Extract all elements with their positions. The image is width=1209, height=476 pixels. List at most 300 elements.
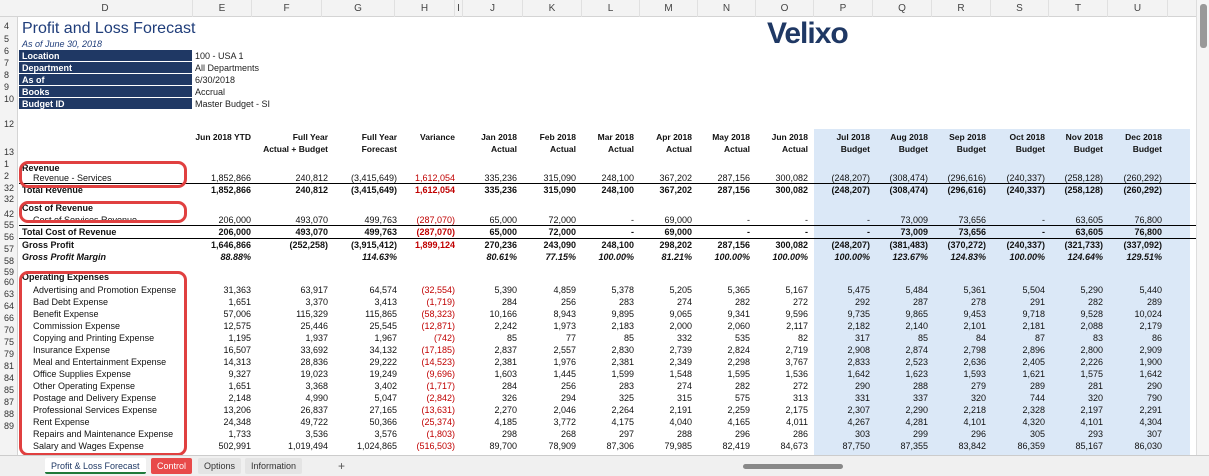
cell-value[interactable]: 82,419	[722, 441, 750, 451]
row-label[interactable]: Total Cost of Revenue	[22, 227, 117, 237]
cell-value[interactable]: 76,800	[1134, 227, 1162, 237]
cell-value[interactable]: 332	[676, 333, 692, 343]
cell-value[interactable]: 2,523	[905, 357, 928, 367]
cell-value[interactable]: 307	[1146, 429, 1162, 439]
cell-value[interactable]: 4,040	[669, 417, 692, 427]
cell-value[interactable]: 2,405	[1022, 357, 1045, 367]
cell-value[interactable]: 13,206	[223, 405, 251, 415]
row-number[interactable]: 88	[4, 409, 15, 419]
row-label[interactable]: Copying and Printing Expense	[33, 333, 155, 343]
cell-value[interactable]: 2,264	[611, 405, 634, 415]
cell-value[interactable]: (13,631)	[421, 405, 455, 415]
cell-value[interactable]: -	[631, 215, 634, 225]
cell-value[interactable]: (12,871)	[421, 321, 455, 331]
cell-value[interactable]: 502,991	[218, 441, 251, 451]
row-label[interactable]: Operating Expenses	[22, 272, 110, 282]
cell-value[interactable]: (3,415,649)	[350, 185, 397, 195]
cell-value[interactable]: 2,088	[1080, 321, 1103, 331]
cell-value[interactable]: 1,976	[553, 357, 576, 367]
cell-value[interactable]: (58,323)	[421, 309, 455, 319]
cell-value[interactable]: 26,837	[300, 405, 328, 415]
cell-value[interactable]: 28,836	[300, 357, 328, 367]
cell-value[interactable]: 86	[1151, 333, 1162, 343]
cell-value[interactable]: (260,292)	[1123, 173, 1162, 183]
row-number[interactable]: 2	[4, 171, 10, 181]
cell-value[interactable]: 25,446	[300, 321, 328, 331]
row-number[interactable]: 4	[4, 21, 10, 31]
cell-value[interactable]: 278	[970, 297, 986, 307]
cell-value[interactable]: 5,365	[727, 285, 750, 295]
cell-value[interactable]: 2,908	[847, 345, 870, 355]
cell-value[interactable]: -	[747, 227, 750, 237]
cell-value[interactable]: 19,023	[300, 369, 328, 379]
row-number[interactable]: 10	[4, 94, 15, 104]
cell-value[interactable]: 87,355	[900, 441, 928, 451]
row-number[interactable]: 12	[4, 119, 15, 129]
cell-value[interactable]: 73,656	[958, 215, 986, 225]
cell-value[interactable]: 303	[854, 429, 870, 439]
cell-value[interactable]: 279	[970, 381, 986, 391]
cell-value[interactable]: 4,011	[786, 417, 808, 427]
cell-value[interactable]: 268	[560, 429, 576, 439]
add-sheet-button[interactable]: +	[338, 459, 346, 473]
cell-value[interactable]: 300,082	[775, 185, 808, 195]
cell-value[interactable]: 2,117	[786, 321, 808, 331]
cell-value[interactable]: -	[1042, 215, 1045, 225]
cell-value[interactable]: 256	[560, 297, 576, 307]
cell-value[interactable]: 1,612,054	[414, 173, 455, 183]
column-header-l[interactable]: L	[582, 0, 640, 17]
cell-value[interactable]	[258, 251, 328, 263]
horizontal-scrollbar[interactable]	[733, 462, 1208, 471]
cell-value[interactable]: 87,306	[606, 441, 634, 451]
cell-value[interactable]: 2,270	[494, 405, 517, 415]
cell-value[interactable]: 1,642	[1139, 369, 1162, 379]
param-value[interactable]: All Departments	[195, 63, 260, 73]
column-header-h[interactable]: H	[395, 0, 455, 17]
cell-value[interactable]: 2,328	[1022, 405, 1045, 415]
cell-value[interactable]: 2,800	[1080, 345, 1103, 355]
cell-value[interactable]: (516,503)	[416, 441, 455, 451]
cell-value[interactable]: 3,536	[305, 429, 328, 439]
row-number[interactable]: 63	[4, 289, 15, 299]
row-number[interactable]: 87	[4, 397, 15, 407]
sheet-tab-control[interactable]: Control	[151, 458, 192, 474]
cell-value[interactable]: 1,642	[847, 369, 870, 379]
cell-value[interactable]: 3,413	[374, 297, 397, 307]
cell-value[interactable]: 1,603	[494, 369, 517, 379]
row-label[interactable]: Professional Services Expense	[33, 405, 158, 415]
cell-value[interactable]: (240,337)	[1006, 240, 1045, 250]
column-header-i[interactable]: I	[455, 0, 463, 17]
cell-value[interactable]: 283	[618, 381, 634, 391]
cell-value[interactable]: 63,917	[300, 285, 328, 295]
cell-value[interactable]: 9,528	[1080, 309, 1103, 319]
cell-value[interactable]: 4,165	[727, 417, 750, 427]
cell-value[interactable]: 248,100	[601, 240, 634, 250]
cell-value[interactable]: 281	[1087, 381, 1103, 391]
cell-value[interactable]: (287,070)	[416, 227, 455, 237]
row-number[interactable]: 89	[4, 421, 15, 431]
cell-value[interactable]: 3,772	[553, 417, 576, 427]
cell-value[interactable]: 291	[1029, 297, 1045, 307]
cell-value[interactable]: 317	[854, 333, 870, 343]
cell-value[interactable]: 290	[1146, 381, 1162, 391]
row-label[interactable]: Insurance Expense	[33, 345, 111, 355]
cell-value[interactable]: 1,733	[228, 429, 251, 439]
column-header-e[interactable]: E	[193, 0, 252, 17]
cell-value[interactable]: 16,507	[223, 345, 251, 355]
cell-value[interactable]: 1,852,866	[210, 185, 251, 195]
cell-value[interactable]: 287	[912, 297, 928, 307]
cell-value[interactable]: 293	[1087, 429, 1103, 439]
cell-value[interactable]: 296	[970, 429, 986, 439]
row-number[interactable]: 85	[4, 385, 15, 395]
cell-value[interactable]: (258,128)	[1064, 185, 1103, 195]
cell-value[interactable]: (296,616)	[947, 173, 986, 183]
cell-value[interactable]: 1,646,866	[210, 240, 251, 250]
column-header-d[interactable]: D	[18, 0, 193, 17]
cell-value[interactable]: 2,179	[1139, 321, 1162, 331]
cell-value[interactable]: 320	[970, 393, 986, 403]
cell-value[interactable]: 367,202	[659, 173, 692, 183]
cell-value[interactable]: 2,381	[494, 357, 517, 367]
cell-value[interactable]: 83	[1092, 333, 1103, 343]
cell-value[interactable]: 2,140	[905, 321, 928, 331]
cell-value[interactable]: 2,349	[669, 357, 692, 367]
cell-value[interactable]: 84	[975, 333, 986, 343]
cell-value[interactable]: 100.00%	[1009, 252, 1045, 262]
cell-value[interactable]: 282	[734, 381, 750, 391]
cell-value[interactable]: 79,985	[664, 441, 692, 451]
cell-value[interactable]: 9,065	[669, 309, 692, 319]
cell-value[interactable]: 9,865	[905, 309, 928, 319]
cell-value[interactable]: 2,798	[963, 345, 986, 355]
row-label[interactable]: Revenue	[22, 163, 60, 173]
sheet-tab-information[interactable]: Information	[245, 458, 302, 474]
cell-value[interactable]: 744	[1029, 393, 1045, 403]
cell-value[interactable]: 1,621	[1022, 369, 1045, 379]
cell-value[interactable]: 5,290	[1080, 285, 1103, 295]
cell-value[interactable]: 85	[623, 333, 634, 343]
cell-value[interactable]: 2,833	[847, 357, 870, 367]
row-label[interactable]: Rent Expense	[33, 417, 90, 427]
cell-value[interactable]: 5,167	[785, 285, 808, 295]
cell-value[interactable]: 3,370	[305, 297, 328, 307]
column-header-u[interactable]: U	[1108, 0, 1168, 17]
cell-value[interactable]: 2,636	[963, 357, 986, 367]
cell-value[interactable]: 499,763	[364, 215, 397, 225]
cell-value[interactable]: 294	[560, 393, 576, 403]
cell-value[interactable]: (32,554)	[421, 285, 455, 295]
cell-value[interactable]: 87	[1034, 333, 1045, 343]
row-number[interactable]: 81	[4, 361, 15, 371]
cell-value[interactable]: 1,651	[228, 381, 251, 391]
cell-value[interactable]: 240,812	[295, 185, 328, 195]
cell-value[interactable]: 9,895	[611, 309, 634, 319]
column-header-s[interactable]: S	[991, 0, 1049, 17]
column-header-k[interactable]: K	[523, 0, 582, 17]
row-label[interactable]: Cost of Revenue	[22, 203, 94, 213]
cell-value[interactable]: 3,767	[785, 357, 808, 367]
cell-value[interactable]: 2,259	[727, 405, 750, 415]
row-number[interactable]: 1	[4, 159, 10, 169]
cell-value[interactable]: 299	[912, 429, 928, 439]
cell-value[interactable]: 57,006	[223, 309, 251, 319]
cell-value[interactable]: 31,363	[223, 285, 251, 295]
cell-value[interactable]: 1,019,494	[287, 441, 328, 451]
cell-value[interactable]: 65,000	[489, 227, 517, 237]
column-header-m[interactable]: M	[640, 0, 698, 17]
cell-value[interactable]: (248,207)	[831, 240, 870, 250]
cell-value[interactable]: 4,101	[1080, 417, 1103, 427]
cell-value[interactable]: 282	[734, 297, 750, 307]
cell-value[interactable]: 2,046	[553, 405, 576, 415]
cell-value[interactable]: (742)	[433, 333, 455, 343]
cell-value[interactable]: 9,735	[847, 309, 870, 319]
row-number[interactable]: 57	[4, 244, 15, 254]
row-number[interactable]: 64	[4, 301, 15, 311]
cell-value[interactable]: 206,000	[218, 215, 251, 225]
cell-value[interactable]: 80.61%	[486, 252, 517, 262]
cell-value[interactable]: 2,175	[785, 405, 808, 415]
cell-value[interactable]: 3,402	[374, 381, 397, 391]
row-number[interactable]: 84	[4, 373, 15, 383]
cell-value[interactable]: 248,100	[601, 185, 634, 195]
row-number[interactable]: 5	[4, 34, 10, 44]
cell-value[interactable]: 535	[734, 333, 750, 343]
cell-value[interactable]: 73,656	[958, 227, 986, 237]
cell-value[interactable]: 2,242	[494, 321, 517, 331]
cell-value[interactable]: 287,156	[717, 240, 750, 250]
cell-value[interactable]: 289	[1029, 381, 1045, 391]
row-label[interactable]: Gross Profit Margin	[22, 252, 107, 262]
row-number[interactable]: 32	[4, 194, 15, 204]
cell-value[interactable]: -	[1042, 227, 1045, 237]
cell-value[interactable]: 78,909	[548, 441, 576, 451]
cell-value[interactable]: -	[867, 215, 870, 225]
cell-value[interactable]: 9,327	[228, 369, 251, 379]
column-header-j[interactable]: J	[463, 0, 523, 17]
row-label[interactable]: Office Supplies Expense	[33, 369, 131, 379]
cell-value[interactable]: 4,175	[611, 417, 634, 427]
cell-value[interactable]: 305	[1029, 429, 1045, 439]
cell-value[interactable]: 123.67%	[892, 252, 928, 262]
row-number[interactable]: 60	[4, 277, 15, 287]
cell-value[interactable]: (337,092)	[1123, 240, 1162, 250]
cell-value[interactable]: -	[631, 227, 634, 237]
row-number[interactable]: 59	[4, 267, 15, 277]
cell-value[interactable]: 499,763	[364, 227, 397, 237]
cell-value[interactable]: 9,596	[785, 309, 808, 319]
cell-value[interactable]: 4,185	[494, 417, 517, 427]
cell-value[interactable]: 1,651	[228, 297, 251, 307]
cell-value[interactable]: 5,378	[611, 285, 634, 295]
cell-value[interactable]: 2,291	[1139, 405, 1162, 415]
cell-value[interactable]: 129.51%	[1126, 252, 1162, 262]
cell-value[interactable]: 5,047	[374, 393, 397, 403]
cell-value[interactable]: 50,366	[369, 417, 397, 427]
cell-value[interactable]: (1,717)	[426, 381, 455, 391]
cell-value[interactable]: 298	[501, 429, 517, 439]
cell-value[interactable]: 5,440	[1139, 285, 1162, 295]
cell-value[interactable]: 286	[792, 429, 808, 439]
cell-value[interactable]: 270,236	[484, 240, 517, 250]
cell-value[interactable]: 3,368	[305, 381, 328, 391]
cell-value[interactable]: 25,545	[369, 321, 397, 331]
cell-value[interactable]: 2,290	[905, 405, 928, 415]
cell-value[interactable]: 69,000	[664, 215, 692, 225]
cell-value[interactable]: 272	[792, 297, 808, 307]
cell-value[interactable]: (17,185)	[421, 345, 455, 355]
cell-value[interactable]: (260,292)	[1123, 185, 1162, 195]
cell-value[interactable]: 1,973	[553, 321, 576, 331]
cell-value[interactable]: 288	[912, 381, 928, 391]
cell-value[interactable]: 5,484	[905, 285, 928, 295]
cell-value[interactable]: 1,599	[611, 369, 634, 379]
cell-value[interactable]: (308,474)	[889, 185, 928, 195]
cell-value[interactable]: 248,100	[601, 173, 634, 183]
cell-value[interactable]: 4,990	[305, 393, 328, 403]
cell-value[interactable]: 240,812	[295, 173, 328, 183]
cell-value[interactable]: 115,865	[365, 309, 397, 319]
row-number[interactable]: 32	[4, 183, 15, 193]
cell-value[interactable]: 72,000	[548, 227, 576, 237]
cell-value[interactable]: 283	[618, 297, 634, 307]
cell-value[interactable]: 284	[501, 297, 517, 307]
column-header-f[interactable]: F	[252, 0, 322, 17]
cell-value[interactable]: 9,453	[963, 309, 986, 319]
cell-value[interactable]: 2,719	[785, 345, 808, 355]
cell-value[interactable]: 575	[734, 393, 750, 403]
cell-value[interactable]: 1,937	[305, 333, 328, 343]
cell-value[interactable]: 272	[792, 381, 808, 391]
cell-value[interactable]: 315,090	[543, 185, 576, 195]
sheet-tab-options[interactable]: Options	[198, 458, 241, 474]
cell-value[interactable]: 290	[854, 381, 870, 391]
cell-value[interactable]: 2,181	[1022, 321, 1045, 331]
row-number[interactable]: 55	[4, 220, 15, 230]
cell-value[interactable]: 4,859	[553, 285, 576, 295]
cell-value[interactable]	[385, 251, 455, 263]
cell-value[interactable]: 2,060	[727, 321, 750, 331]
column-header-n[interactable]: N	[698, 0, 756, 17]
cell-value[interactable]: 1,593	[963, 369, 986, 379]
param-value[interactable]: 6/30/2018	[195, 75, 236, 85]
cell-value[interactable]: 1,852,866	[210, 173, 251, 183]
vertical-scroll-thumb[interactable]	[1200, 4, 1207, 48]
cell-value[interactable]: 2,896	[1022, 345, 1045, 355]
cell-value[interactable]: 243,090	[543, 240, 576, 250]
cell-value[interactable]: 320	[1087, 393, 1103, 403]
cell-value[interactable]: 63,605	[1075, 215, 1103, 225]
cell-value[interactable]: 87,750	[842, 441, 870, 451]
cell-value[interactable]: 1,623	[905, 369, 928, 379]
row-label[interactable]: Postage and Delivery Expense	[33, 393, 157, 403]
cell-value[interactable]: 2,197	[1080, 405, 1103, 415]
row-label[interactable]: Revenue - Services	[33, 173, 112, 183]
row-number[interactable]: 66	[4, 313, 15, 323]
cell-value[interactable]: (370,272)	[947, 240, 986, 250]
cell-value[interactable]: 84,673	[780, 441, 808, 451]
cell-value[interactable]: 85	[917, 333, 928, 343]
sheet-tab-profit-loss-forecast[interactable]: Profit & Loss Forecast	[45, 458, 146, 474]
cell-value[interactable]: 49,722	[300, 417, 328, 427]
row-number[interactable]: 56	[4, 232, 15, 242]
cell-value[interactable]: 315	[676, 393, 692, 403]
cell-value[interactable]: 274	[676, 381, 692, 391]
cell-value[interactable]: 790	[1146, 393, 1162, 403]
cell-value[interactable]: 2,557	[553, 345, 576, 355]
row-number[interactable]: 79	[4, 349, 15, 359]
cell-value[interactable]: 1,900	[1139, 357, 1162, 367]
cell-value[interactable]: 72,000	[548, 215, 576, 225]
cell-value[interactable]: 2,218	[963, 405, 986, 415]
cell-value[interactable]: 24,348	[223, 417, 251, 427]
cell-value[interactable]: 335,236	[484, 185, 517, 195]
param-value[interactable]: Accrual	[195, 87, 226, 97]
cell-value[interactable]: 2,182	[847, 321, 870, 331]
cell-value[interactable]: 2,000	[669, 321, 692, 331]
cell-value[interactable]: 2,148	[228, 393, 251, 403]
cell-value[interactable]: 288	[676, 429, 692, 439]
column-header-g[interactable]: G	[322, 0, 395, 17]
cell-value[interactable]: 88.88%	[220, 252, 251, 262]
cell-value[interactable]: 287,156	[717, 185, 750, 195]
row-number[interactable]: 7	[4, 58, 10, 68]
cell-value[interactable]: 69,000	[664, 227, 692, 237]
cell-value[interactable]: 5,205	[669, 285, 692, 295]
cell-value[interactable]: 12,575	[223, 321, 251, 331]
cell-value[interactable]: 282	[1087, 297, 1103, 307]
cell-value[interactable]: 1,612,054	[414, 185, 455, 195]
cell-value[interactable]: -	[805, 215, 808, 225]
row-label[interactable]: Advertising and Promotion Expense	[33, 285, 177, 295]
cell-value[interactable]: 5,390	[494, 285, 517, 295]
param-value[interactable]: 100 - USA 1	[195, 51, 244, 61]
cell-value[interactable]: 2,226	[1080, 357, 1103, 367]
row-number[interactable]: 9	[4, 82, 10, 92]
row-number[interactable]: 42	[4, 209, 15, 219]
cell-value[interactable]: 65,000	[489, 215, 517, 225]
cell-value[interactable]: (252,258)	[289, 240, 328, 250]
row-label[interactable]: Commission Expense	[33, 321, 121, 331]
cell-value[interactable]: 2,191	[669, 405, 692, 415]
cell-value[interactable]: 297	[618, 429, 634, 439]
cell-value[interactable]: (240,337)	[1006, 185, 1045, 195]
cell-value[interactable]: 114.63%	[362, 252, 397, 262]
horizontal-scroll-thumb[interactable]	[743, 464, 843, 469]
cell-value[interactable]: (25,374)	[421, 417, 455, 427]
cell-value[interactable]: 83,842	[958, 441, 986, 451]
cell-value[interactable]: 337	[912, 393, 928, 403]
cell-value[interactable]: 1,548	[669, 369, 692, 379]
cell-value[interactable]: 85	[506, 333, 517, 343]
cell-value[interactable]: 1,536	[785, 369, 808, 379]
cell-value[interactable]: 100.00%	[772, 252, 808, 262]
cell-value[interactable]: 2,830	[611, 345, 634, 355]
cell-value[interactable]: 2,101	[963, 321, 986, 331]
cell-value[interactable]: (258,128)	[1064, 173, 1103, 183]
cell-value[interactable]: 4,304	[1139, 417, 1162, 427]
row-label[interactable]: Other Operating Expense	[33, 381, 136, 391]
cell-value[interactable]: (287,070)	[416, 215, 455, 225]
cell-value[interactable]: 326	[501, 393, 517, 403]
cell-value[interactable]: 274	[676, 297, 692, 307]
cell-value[interactable]: 14,313	[223, 357, 251, 367]
cell-value[interactable]: 1,967	[374, 333, 397, 343]
cell-value[interactable]: 206,000	[218, 227, 251, 237]
